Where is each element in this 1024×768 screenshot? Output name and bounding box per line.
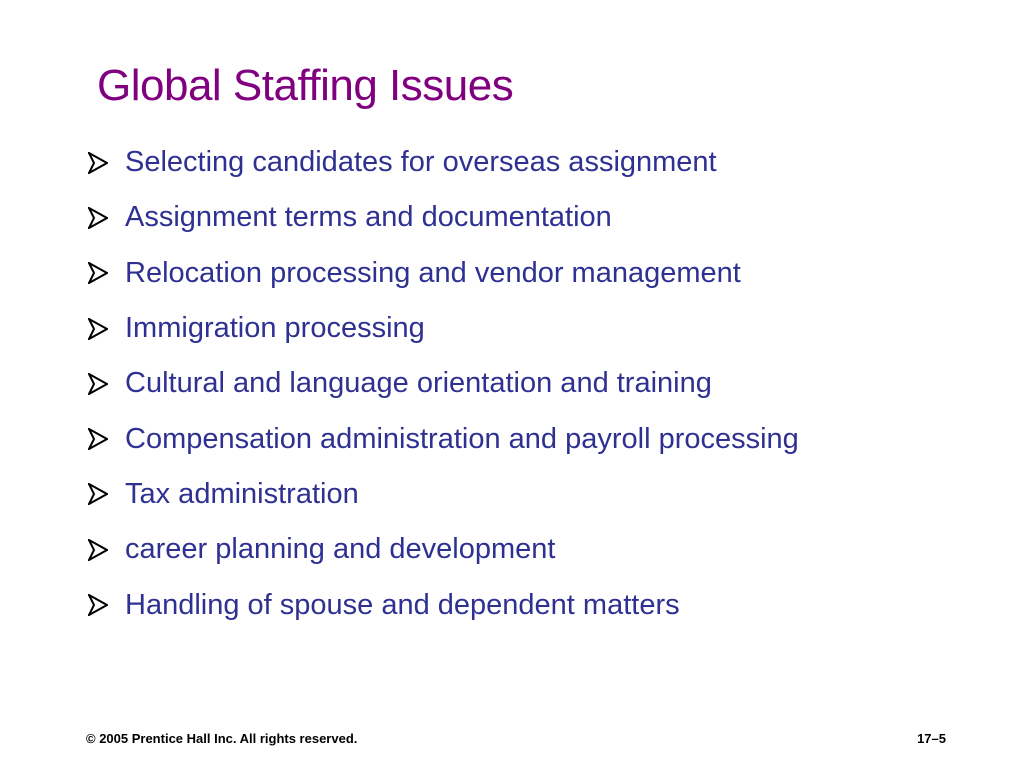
bullet-item [88, 522, 799, 577]
arrow-bullet-icon [88, 428, 108, 450]
bullet-text: Cultural and language orientation and training [125, 367, 712, 400]
arrow-bullet-icon [88, 262, 108, 284]
bullet-item [88, 356, 799, 411]
arrow-bullet-icon [88, 152, 108, 174]
bullet-item [88, 577, 799, 632]
bullet-text: Tax administration [125, 477, 359, 510]
bullet-item [88, 135, 799, 190]
bullet-item [88, 246, 799, 301]
bullet-text: Relocation processing and vendor management [125, 256, 741, 289]
arrow-bullet-icon [88, 594, 108, 616]
footer-page-number: 17–5 [917, 731, 946, 746]
bullet-item [88, 411, 799, 466]
bullet-text: Handling of spouse and dependent matters [125, 588, 680, 621]
arrow-bullet-icon [88, 207, 108, 229]
slide-title: Global Staffing Issues [97, 61, 514, 110]
arrow-bullet-icon [88, 373, 108, 395]
bullet-list [88, 135, 799, 633]
bullet-item [88, 301, 799, 356]
footer-copyright: © 2005 Prentice Hall Inc. All rights reserved. [86, 731, 358, 746]
bullet-text: Immigration processing [125, 312, 425, 345]
arrow-bullet-icon [88, 483, 108, 505]
bullet-item [88, 190, 799, 245]
bullet-text: career planning and development [125, 533, 556, 566]
arrow-bullet-icon [88, 539, 108, 561]
bullet-text: Selecting candidates for overseas assignment [125, 146, 717, 179]
bullet-text: Compensation administration and payroll processing [125, 422, 799, 455]
arrow-bullet-icon [88, 318, 108, 340]
bullet-item [88, 467, 799, 522]
bullet-text: Assignment terms and documentation [125, 201, 612, 234]
